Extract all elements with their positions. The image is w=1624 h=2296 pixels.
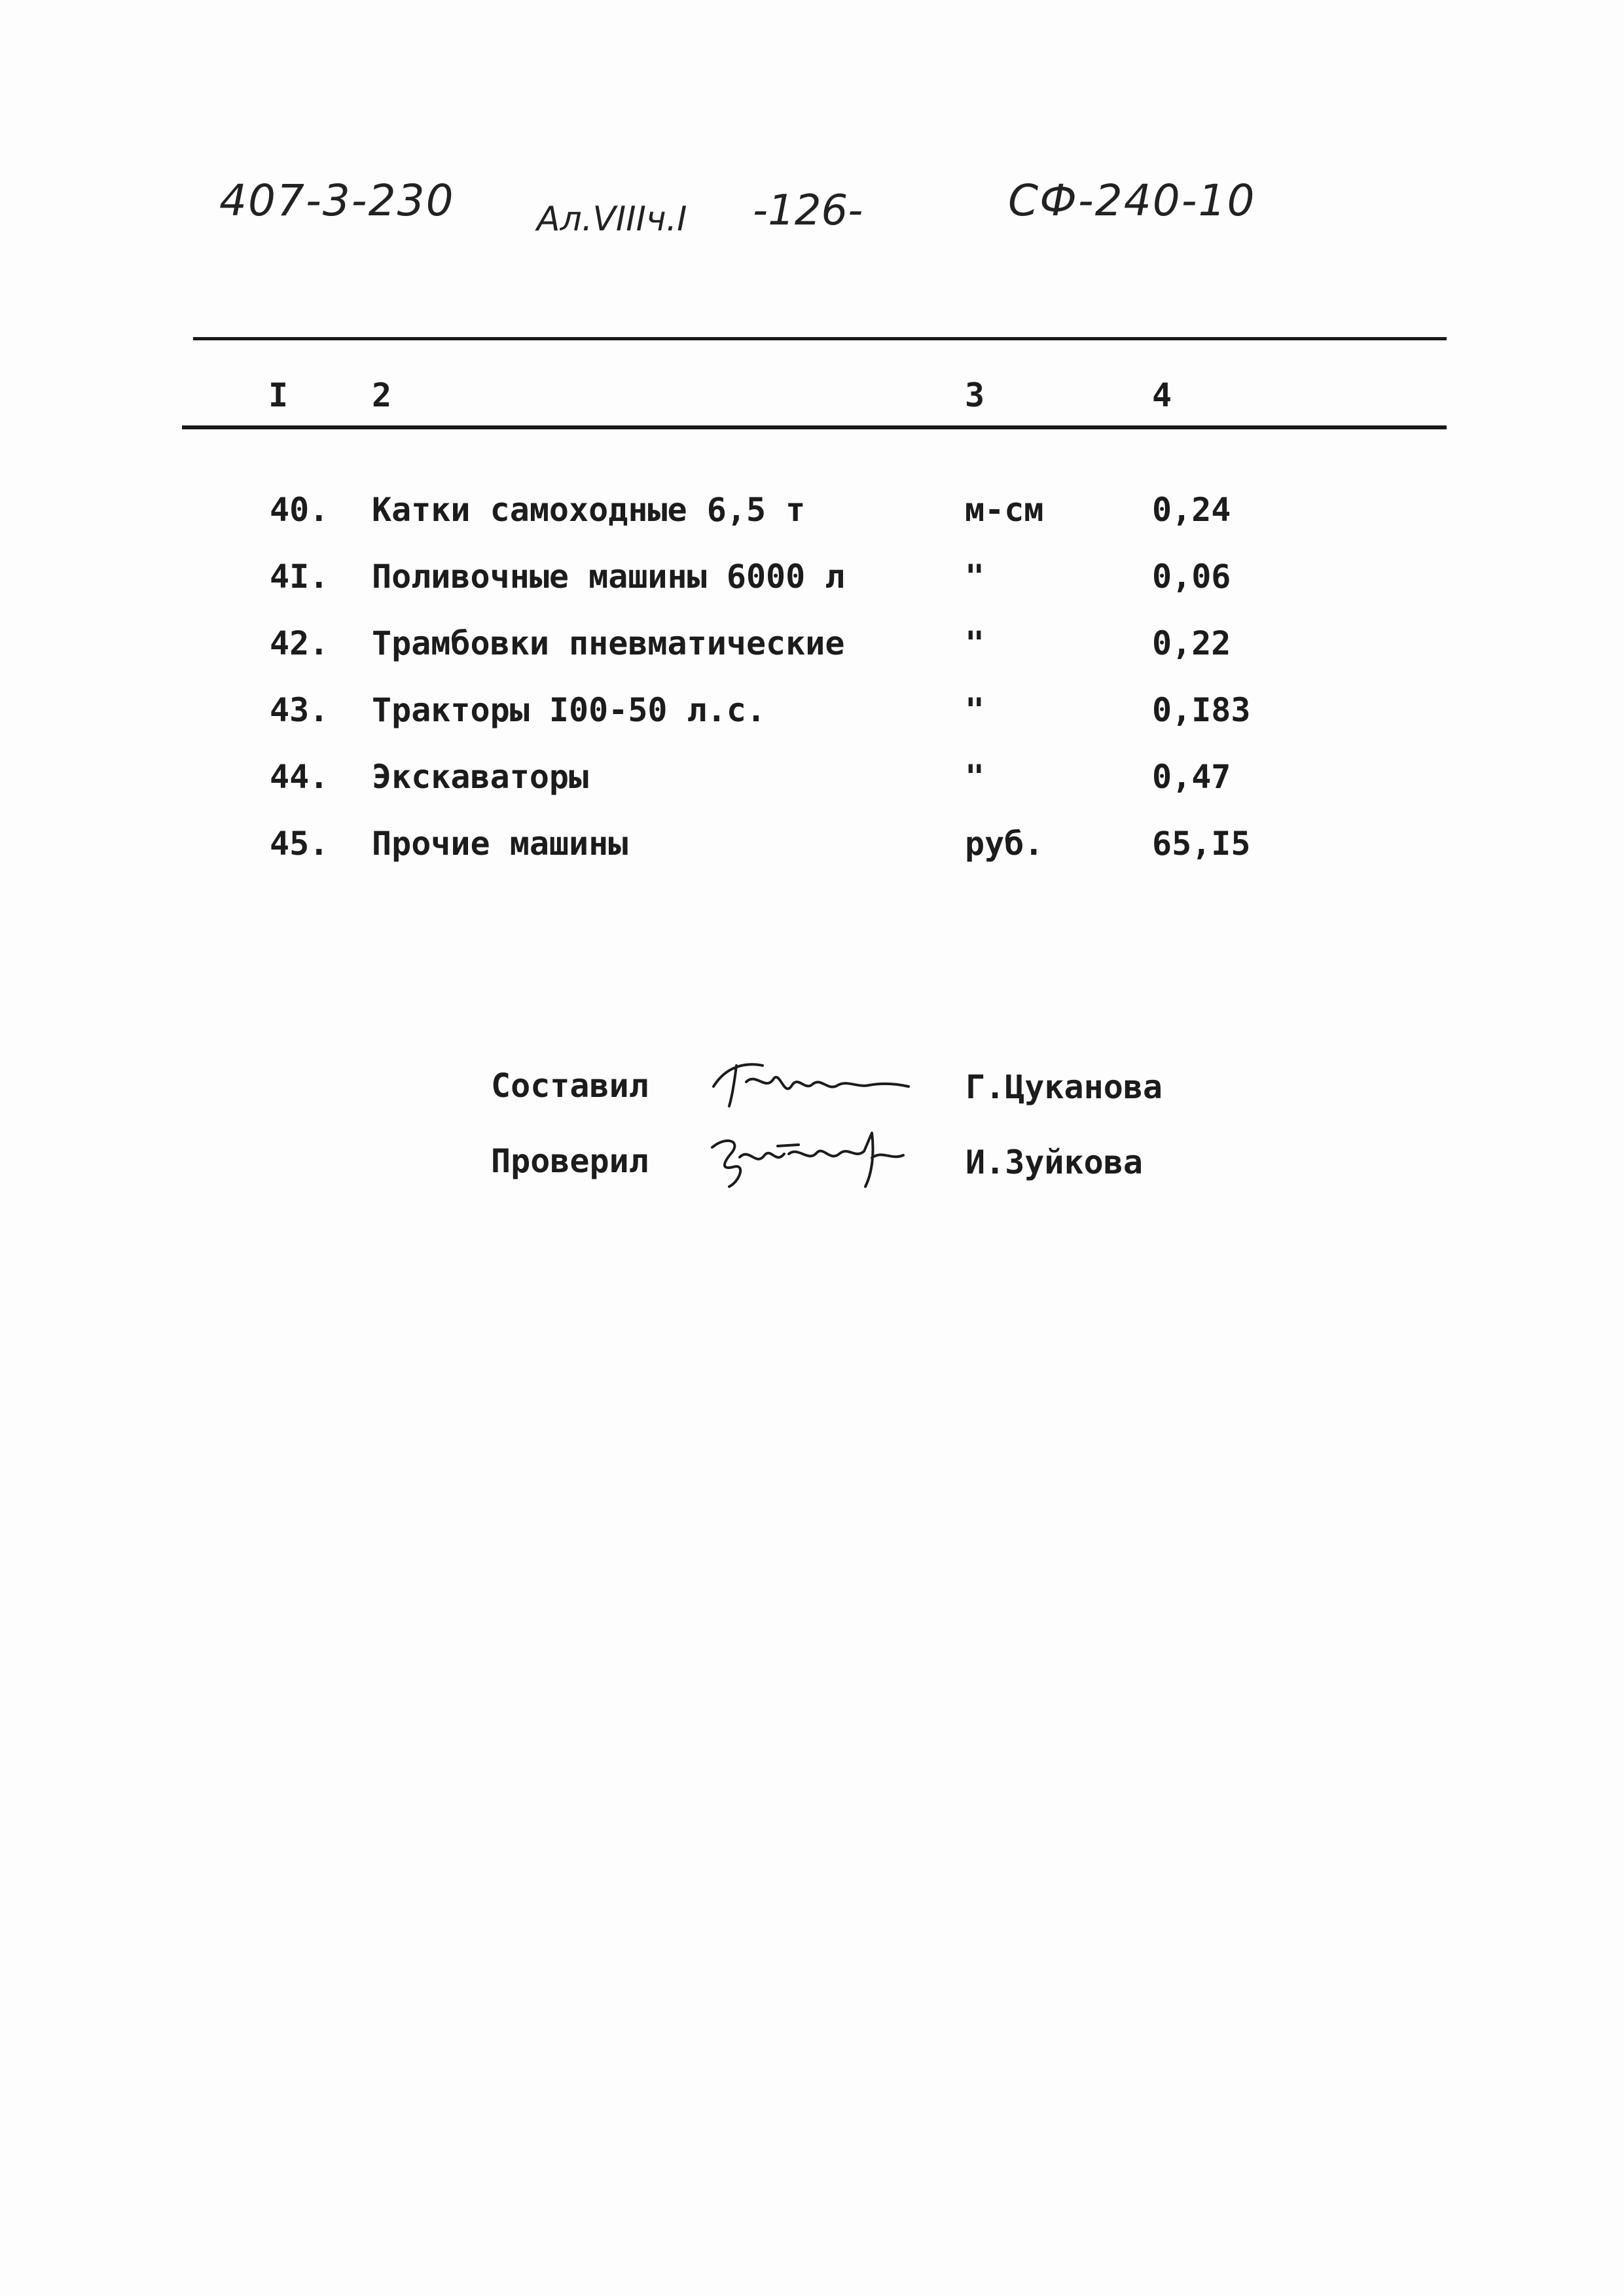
column-header-2: 2 <box>372 376 392 414</box>
table-row <box>0 691 1624 737</box>
signature-checked-row <box>0 1136 1624 1201</box>
table-top-rule <box>193 337 1447 340</box>
row-number: 44. <box>270 758 329 796</box>
table-row <box>0 825 1624 870</box>
row-name: Экскаваторы <box>372 758 589 796</box>
row-number: 45. <box>270 825 329 863</box>
row-unit: руб. <box>965 825 1044 863</box>
row-number: 40. <box>270 491 329 529</box>
checked-by-name: И.Зуйкова <box>965 1143 1143 1181</box>
column-header-3: 3 <box>965 376 985 414</box>
row-name: Трамбовки пневматические <box>372 624 845 662</box>
document-code: 407-3-230 <box>219 175 455 226</box>
compiled-by-name: Г.Цуканова <box>965 1068 1163 1106</box>
column-header-1: I <box>268 376 289 414</box>
column-header-4: 4 <box>1152 376 1172 414</box>
compiled-by-label: Составил <box>491 1067 649 1105</box>
table-row <box>0 491 1624 537</box>
row-unit: " <box>965 758 985 796</box>
row-value: 0,22 <box>1152 624 1231 662</box>
handwritten-signature-compiled <box>700 1046 916 1118</box>
handwritten-signature-checked <box>700 1121 916 1193</box>
row-number: 43. <box>270 691 329 729</box>
row-number: 42. <box>270 624 329 662</box>
row-value: 0,47 <box>1152 758 1231 796</box>
row-name: Катки самоходные 6,5 т <box>372 491 806 529</box>
row-name: Тракторы I00-50 л.с. <box>372 691 767 729</box>
row-value: 0,24 <box>1152 491 1231 529</box>
album-reference: Ал.VIIIч.I <box>537 200 687 239</box>
row-unit: " <box>965 558 985 596</box>
row-unit: м-см <box>965 491 1044 529</box>
row-value: 65,I5 <box>1152 825 1251 863</box>
row-name: Прочие машины <box>372 825 628 863</box>
sheet-code: СФ-240-10 <box>1008 175 1256 226</box>
row-unit: " <box>965 691 985 729</box>
table-row <box>0 558 1624 603</box>
signature-compiled-row <box>0 1060 1624 1126</box>
table-row <box>0 624 1624 670</box>
row-unit: " <box>965 624 985 662</box>
row-value: 0,06 <box>1152 558 1231 596</box>
table-header-rule <box>182 425 1447 429</box>
row-number: 4I. <box>270 558 329 596</box>
checked-by-label: Проверил <box>491 1142 649 1180</box>
row-name: Поливочные машины 6000 л <box>372 558 845 596</box>
page-number: -126- <box>753 187 863 235</box>
table-row <box>0 758 1624 804</box>
row-value: 0,I83 <box>1152 691 1251 729</box>
